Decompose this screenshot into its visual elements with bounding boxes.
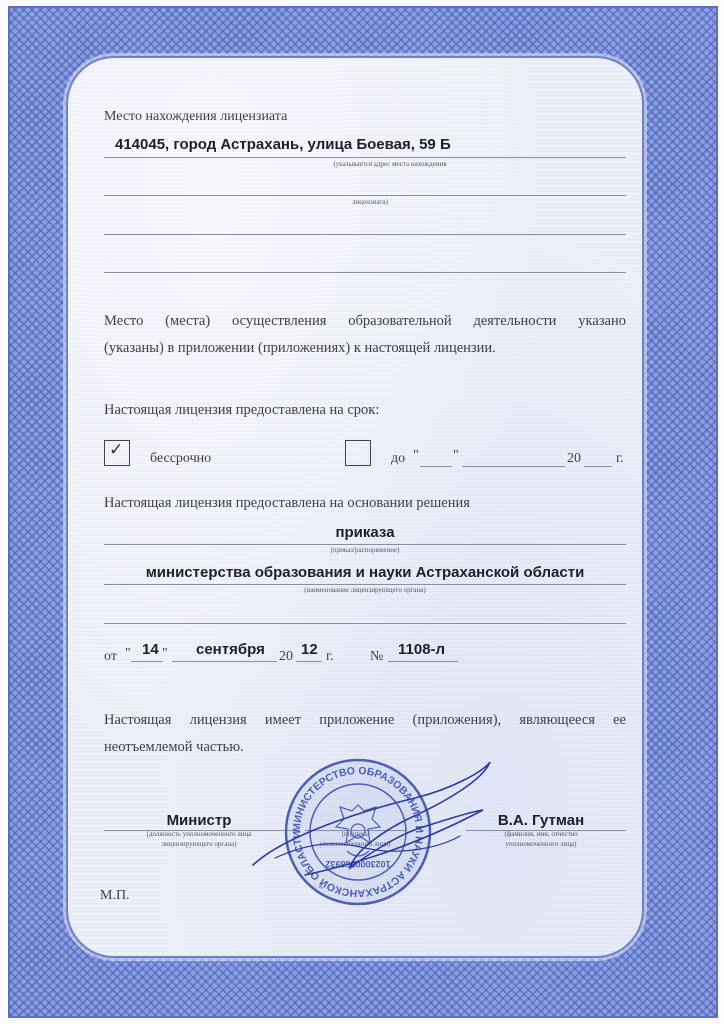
order-month-line (172, 661, 277, 662)
licensing-authority: министерства образования и науки Астраханской области (145, 564, 585, 581)
until-prefix: до (391, 451, 406, 466)
authority-line-2 (104, 623, 626, 624)
stamp-place-label: М.П. (100, 888, 130, 903)
order-day-line (131, 661, 163, 662)
decision-type: приказа (335, 524, 395, 541)
stamp-ring-text: МИНИСТЕРСТВО ОБРАЗОВАНИЯ И НАУКИ АСТРАХАНСКОЙ ОБЛАСТИ (290, 764, 426, 900)
decision-type-caption: (приказ/распоряжение) (330, 546, 400, 554)
handwritten-signature (245, 740, 515, 890)
order-day: 14 (142, 641, 159, 658)
order-from-label: от (104, 649, 117, 664)
until-year-suffix: г. (616, 451, 624, 466)
order-number: 1108-л (398, 641, 446, 658)
until-year-prefix: 20 (567, 451, 581, 466)
until-year-line (584, 466, 612, 467)
activity-place-text-line2: (указаны) в приложении (приложениях) к настоящей лицензии. (104, 340, 496, 356)
position-caption-2: лицензирующего органа) (161, 840, 237, 848)
order-year-line (296, 661, 322, 662)
order-number-line (388, 661, 458, 662)
until-month-line (462, 466, 565, 467)
indefinite-label: бессрочно (150, 451, 212, 466)
order-quote-open: " (125, 646, 131, 661)
licensee-location-label: Место нахождения лицензиата (104, 109, 288, 124)
order-year: 12 (301, 641, 318, 658)
order-quote-close: " (162, 646, 168, 661)
address-caption-2: лицензиата) (352, 198, 388, 206)
stamp-number: 1023000868932 (325, 859, 391, 869)
signatory-position: Министр (166, 812, 232, 829)
signatory-name: В.А. Гутман (497, 812, 585, 829)
order-year-prefix: 20 (279, 649, 293, 664)
name-caption-2: уполномоченного лица) (505, 840, 577, 848)
appendix-text-line2: неотъемлемой частью. (104, 739, 244, 755)
check-icon: ✓ (109, 440, 124, 460)
activity-place-text-line1: Место (места) осуществления образовательной деятельности указано (104, 313, 626, 329)
address-line-2 (104, 195, 626, 196)
licensee-address: 414045, город Астрахань, улица Боевая, 59 Б (115, 136, 451, 153)
position-caption-1: (должность уполномоченного лица (146, 830, 252, 838)
term-label: Настоящая лицензия предоставлена на срок: (104, 402, 380, 418)
order-month: сентября (196, 641, 265, 658)
authority-line (104, 584, 626, 585)
name-caption-1: (фамилия, имя, отчество (504, 830, 578, 838)
basis-label: Настоящая лицензия предоставлена на основании решения (104, 495, 470, 511)
until-day-line (420, 466, 452, 467)
address-line-3 (104, 234, 626, 235)
until-quote-close: " (453, 448, 459, 463)
decision-type-line (104, 544, 626, 545)
until-checkbox (345, 440, 371, 466)
authority-caption: (наименование лицензирующего органа) (304, 586, 426, 594)
address-line-4 (104, 272, 626, 273)
address-line-1 (104, 157, 626, 158)
until-quote-open: " (413, 448, 419, 463)
indefinite-checkbox (104, 440, 130, 466)
order-number-sign: № (370, 649, 384, 664)
address-caption-1: (указывается адрес места нахождения (333, 160, 447, 168)
appendix-text-line1: Настоящая лицензия имеет приложение (приложения), являющееся ее (104, 712, 626, 728)
order-year-suffix: г. (326, 649, 334, 664)
